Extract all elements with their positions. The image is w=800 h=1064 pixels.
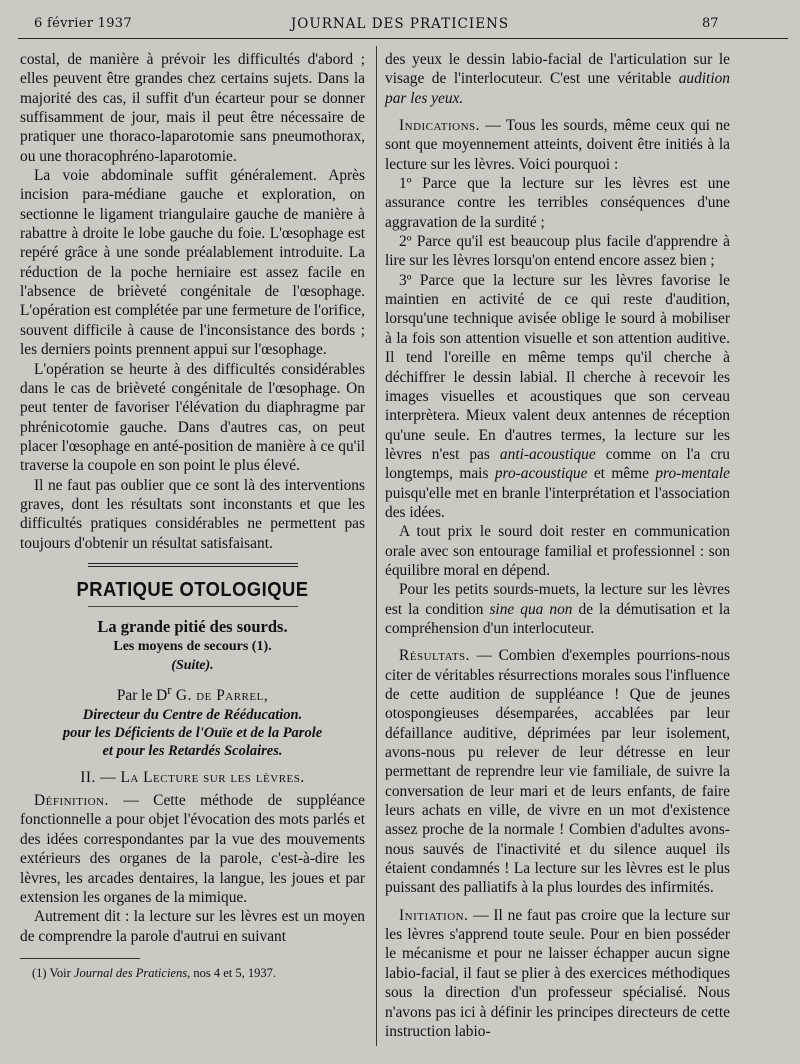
right-column <box>385 50 730 1041</box>
journal-title: JOURNAL DES PRATICIENS <box>290 16 510 32</box>
paragraph-indications <box>385 116 730 174</box>
affiliation-line: et pour les Retardés Scolaires. <box>102 742 283 759</box>
run-in-heading: Initiation. <box>399 906 469 924</box>
emphasis: pro-mentale <box>655 465 730 483</box>
paragraph-text: des yeux le dessin labio-facial de l'articulation sur le visage de l'interlocuteur. C'est une véritable <box>385 51 730 88</box>
author-name: G. de Parrel, <box>171 687 269 705</box>
section-title: PRATIQUE OTOLOGIQUE <box>76 578 309 601</box>
paragraph-text: 3º Parce que la lecture sur les lèvres favorise le maintien en activité de ce qui reste d'audition, lorsqu'une technique avisée oblige le sourd à mobiliser à la fois son attention visuelle et son attention auditive. Il tend l'oreille en même temps qu'il cherche à déchiffrer le dessin labial. Il cherche à recevoir les images visuelles et acoustiques que son cerveau interprètera. Mieux valent deux antennes de réception qu'une seule. En d'autres termes, la lecture sur les lèvres n'est pas <box>385 271 730 463</box>
byline-prefix: Par le D <box>116 687 168 705</box>
article-continued: (Suite). <box>171 657 214 673</box>
page-number: 87 <box>702 16 719 31</box>
run-in-heading: Indications. <box>399 117 480 135</box>
left-column <box>20 50 365 981</box>
emphasis: anti-acoustique <box>499 445 596 463</box>
footnote-rule <box>20 958 140 959</box>
paragraph <box>385 50 730 108</box>
paragraph-text: puisqu'elle met en branle l'interprétation et l'association des idées. <box>385 484 730 521</box>
paragraph-text: de la démutisation et la compréhension d'un interlocuteur. <box>385 600 730 637</box>
paragraph-text: et même <box>587 465 656 483</box>
footnote-text: , nos 4 et 5, 1937. <box>187 965 276 980</box>
chapter-heading: II. — La Lecture sur les lèvres. <box>80 768 305 786</box>
article-title: La grande pitié des sourds. <box>97 617 288 637</box>
section-separator <box>88 563 298 567</box>
emphasis: audition par les yeux. <box>385 70 730 107</box>
paragraph: A tout prix le sourd doit rester en communication orale avec son entourage familial et professionnel : son équilibre moral en dépend. <box>385 523 730 579</box>
paragraph-resultats <box>385 646 730 897</box>
list-item: 2º Parce qu'il est beaucoup plus facile d'apprendre à lire sur les lèvres lorsqu'on entend encore assez bien ; <box>385 233 730 270</box>
footnote-journal: Journal des Praticiens <box>73 965 188 980</box>
list-item: 1º Parce que la lecture sur les lèvres est une assurance contre les terribles conséquences d'une aggravation de la surdité ; <box>385 175 730 231</box>
paragraph: costal, de manière à prévoir les difficultés d'abord ; elles peuvent être grandes chez certains sujets. Dans la majorité des cas, il suffit d'un écarteur pour se donner suffisamment de jour, mais il peut être nécessaire de pratiquer une thoraco-laparotomie sans pneumothorax, ou une thoracophréno-laparotomie. <box>20 51 365 165</box>
paragraph-text: — Il ne faut pas croire que la lecture sur les lèvres s'apprend toute seule. Pour en bien posséder le mécanisme et pour ne laisser échapper aucun signe labio-facial, il faut se plier à des exercices méthodiques sous la direction d'un professeur spécialisé. Nous n'avons pas ici à définir les principes directeurs de cette instruction labio- <box>385 906 730 1040</box>
emphasis: pro-acoustique <box>494 465 588 483</box>
emphasis: sine qua non <box>489 600 573 618</box>
paragraph-text: Pour les petits sourds-muets, la lecture sur les lèvres est la condition <box>385 581 730 618</box>
paragraph-definition <box>20 791 365 907</box>
affiliation-line: pour les Déficients de l'Ouïe et de la Parole <box>62 724 323 741</box>
run-in-heading: Définition. <box>34 792 109 810</box>
footnote-text: (1) Voir <box>32 965 74 980</box>
affiliation-line: Directeur du Centre de Rééducation. <box>82 706 303 723</box>
paragraph-text: — Tous les sourds, même ceux qui ne sont que moyennement atteints, doivent être initiés à la lecture sur les lèvres. Voici pourquoi : <box>385 117 730 173</box>
issue-date: 6 février 1937 <box>34 16 132 31</box>
run-in-heading: Résultats. <box>399 647 471 665</box>
paragraph-initiation <box>385 906 730 1041</box>
spacer <box>385 108 730 116</box>
footnote <box>20 965 365 981</box>
list-item <box>385 271 730 522</box>
header-rule <box>18 38 788 39</box>
paragraph <box>385 580 730 638</box>
column-divider <box>376 46 377 1046</box>
running-header <box>0 14 800 36</box>
byline-sup: r <box>167 683 172 698</box>
article-subtitle: Les moyens de secours (1). <box>113 638 272 654</box>
spacer <box>385 638 730 646</box>
paragraph: Autrement dit : la lecture sur les lèvres est un moyen de comprendre la parole d'autrui en suivant <box>20 908 365 945</box>
paragraph-text: — Cette méthode de suppléance fonctionnelle a pour objet l'évocation des mots parlés et des idées correspondantes par la vue des mouvements extérieurs des organes de la parole, c'est-à-dire les lèvres, les arcades dentaires, la langue, les joues et par extension les organes de la mimique. <box>20 792 365 906</box>
paragraph-text: — Combien d'exemples pourrions-nous citer de véritables résurrections morales sous l'influence de cette audition de suppléance ! Que de jeunes otospongieuses désemparées, accablées par leur défaillance auditive, déprimées par leur isolement, avons-nous pu relever de leur détresse en leur permettant de reprendre leur vie familiale, de suivre la conversation de leur mari et de leurs enfants, de faire leurs achats en ville, de vivre en un mot d'existence assez proche de la normale ! Combien d'adultes avons-nous sauvés de l'inactivité et du silence auquel ils étaient condamnés ! La lecture sur les lèvres est le plus puissant des palliatifs à la plus lourdes des infirmités. <box>385 647 730 897</box>
section-title-rule <box>88 606 298 607</box>
paragraph-text: comme on l'a cru longtemps, mais <box>385 445 730 483</box>
byline <box>20 681 365 705</box>
author-affiliation <box>20 706 365 760</box>
paragraph: L'opération se heurte à des difficultés considérables dans le cas de brièveté congénitale de l'œsophage. On peut tenter de favoriser l'élévation du diaphragme par phrénicotomie gauche. Dans d'autres cas, on peut placer l'œsophage en anté-position de manière à ce qu'il traverse la coupole en son point le plus élevé. <box>20 360 365 475</box>
paragraph: La voie abdominale suffit généralement. Après incision para-médiane gauche et exploration, on sectionne le ligament triangulaire gauche de manière à rabattre à droite le lobe gauche du foie. L'œsophage est repéré grâce à une sonde préalablement introduite. La réduction de la poche herniaire est assez facile en l'absence de brièveté congénitale de l'œsophage. L'opération est complétée par une fermeture de l'orifice, souvent difficile à cause de l'inconsistance des bords ; les derniers points prennent appui sur l'œsophage. <box>20 167 365 359</box>
paragraph: Il ne faut pas oublier que ce sont là des interventions graves, dont les résultats sont inconstants et que les difficultés pratiques considérables ne permettent pas toujours d'obtenir un résultat satisfaisant. <box>20 476 365 552</box>
spacer <box>385 898 730 906</box>
